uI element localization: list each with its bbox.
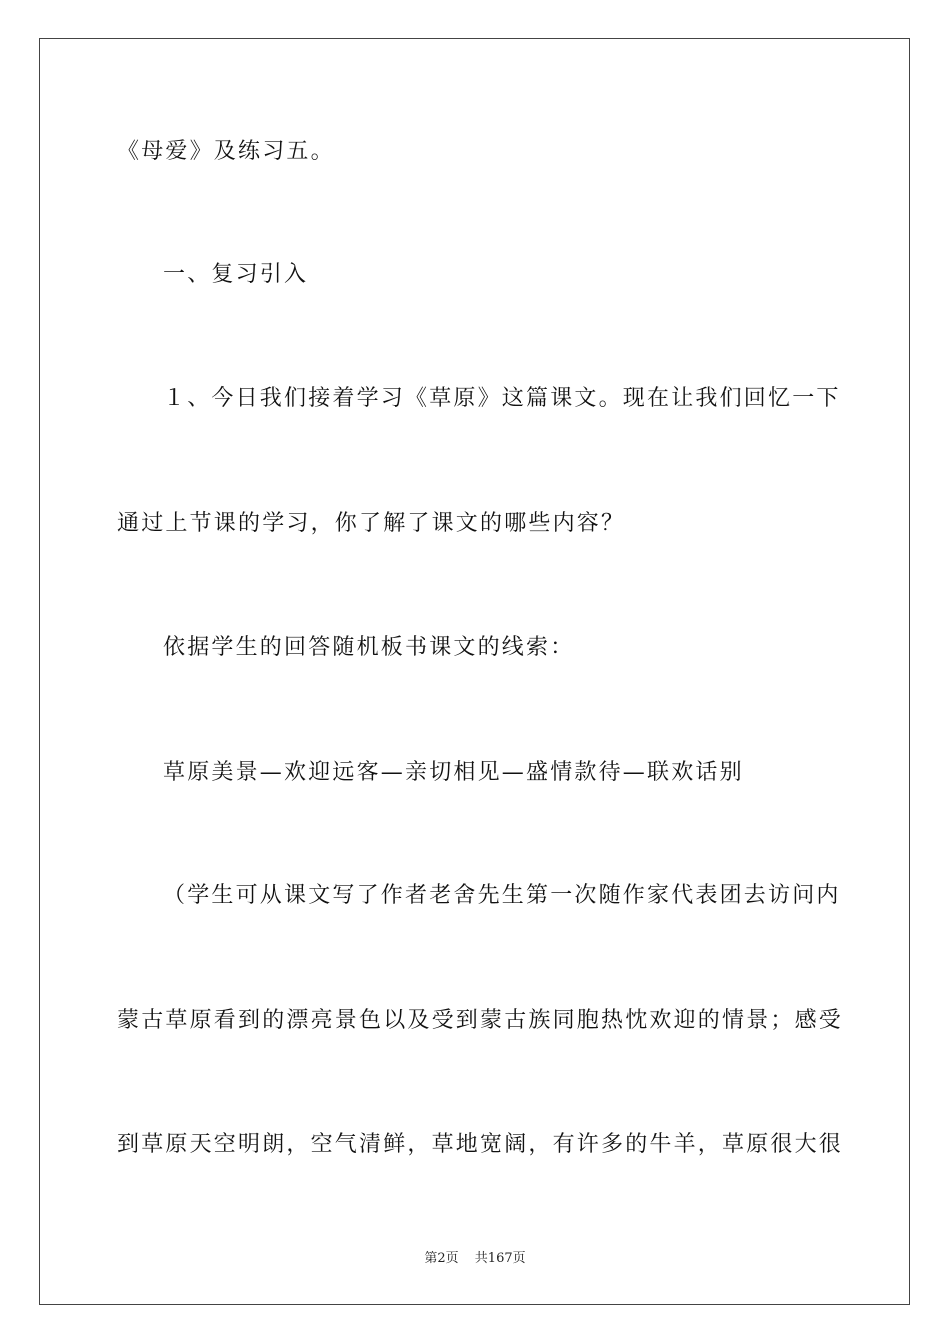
text-line-7: （学生可从课文写了作者老舍先生第一次随作家代表团去访问内 — [163, 883, 841, 908]
page-number: 第2页 — [424, 1251, 459, 1266]
text-line-5: 依据学生的回答随机板书课文的线索： — [163, 635, 575, 660]
text-line-9: 到草原天空明朗，空气清鲜，草地宽阔，有许多的牛羊，草原很大很 — [117, 1132, 844, 1157]
page-border — [39, 38, 910, 1305]
text-line-6: 草原美景—欢迎远客—亲切相见—盛情款待—联欢话别 — [163, 760, 744, 785]
text-line-1: 《母爱》及练习五。 — [117, 139, 335, 164]
text-line-8: 蒙古草原看到的漂亮景色以及受到蒙古族同胞热忱欢迎的情景；感受 — [117, 1008, 844, 1033]
text-line-3: １、今日我们接着学习《草原》这篇课文。现在让我们回忆一下 — [163, 386, 841, 411]
section-heading: 一、复习引入 — [163, 262, 309, 287]
page-footer — [0, 1247, 950, 1266]
text-line-4: 通过上节课的学习，你了解了课文的哪些内容？ — [117, 511, 626, 536]
page-total: 共167页 — [474, 1251, 526, 1266]
